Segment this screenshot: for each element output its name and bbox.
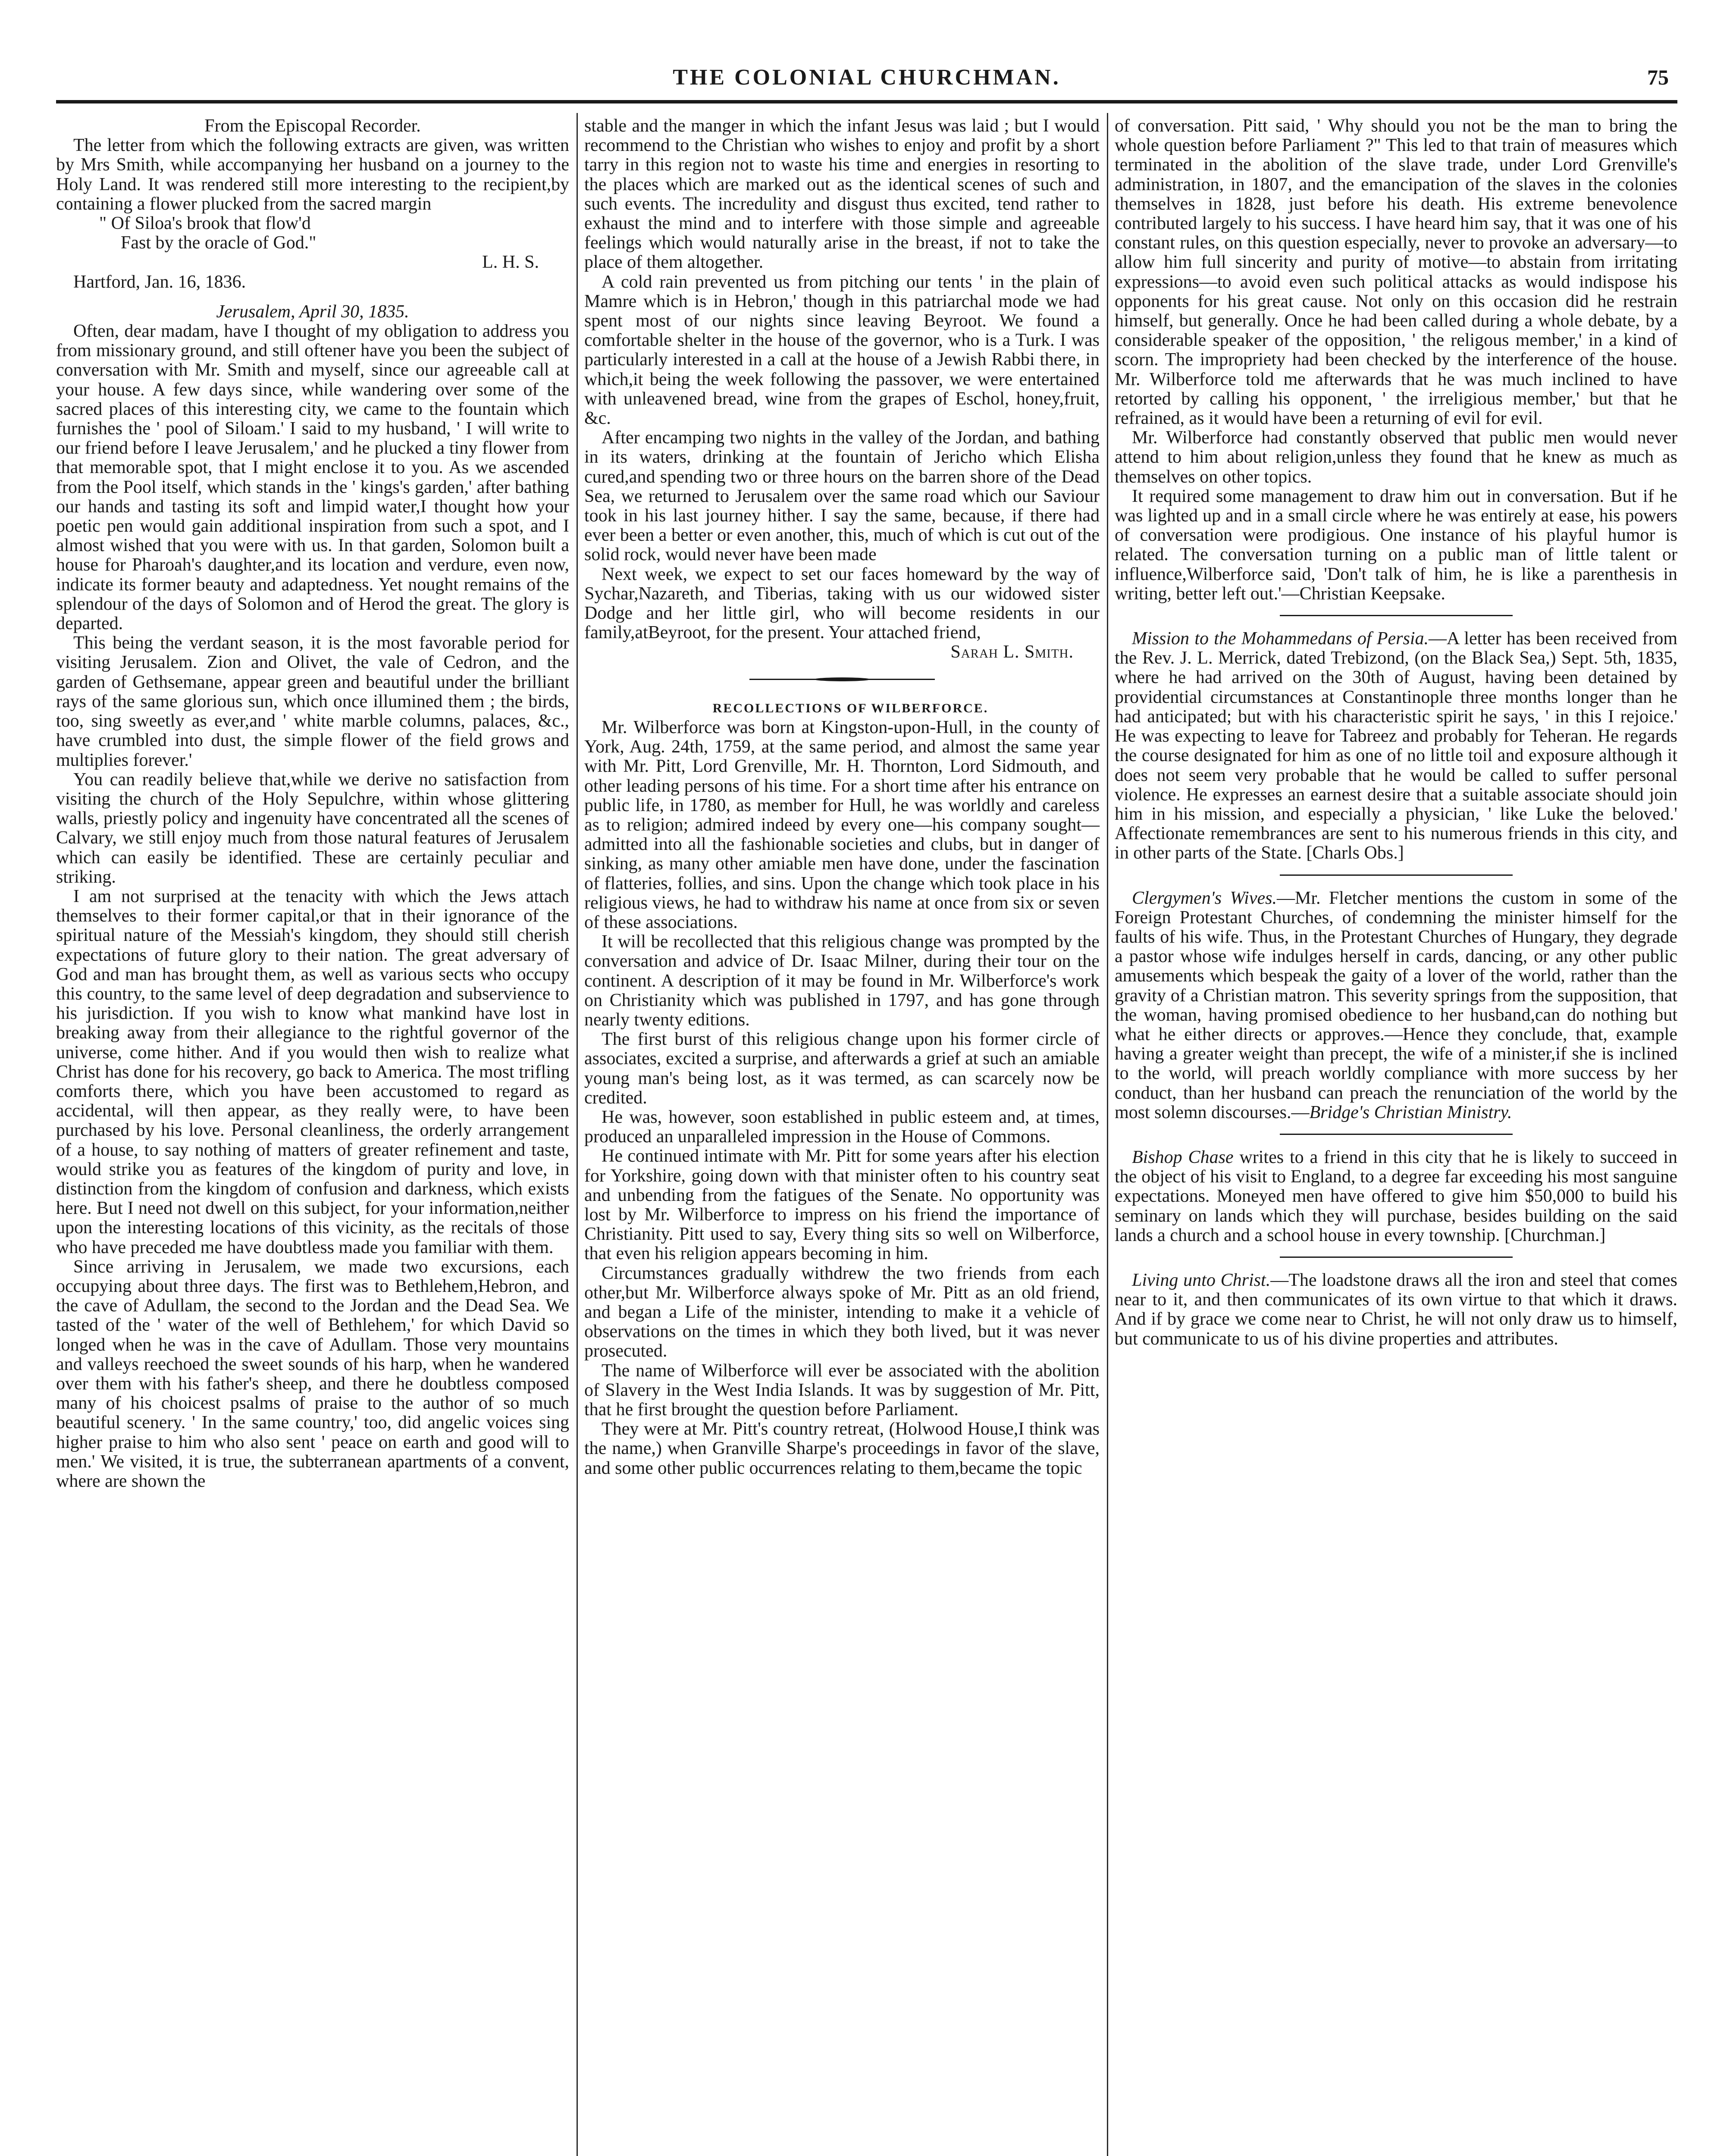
letter-dateline: Jerusalem, April 30, 1835. <box>216 301 409 322</box>
section-divider <box>1280 874 1513 876</box>
newspaper-title: THE COLONIAL CHURCHMAN. <box>673 65 1061 90</box>
section-divider <box>1280 615 1513 616</box>
page-number: 75 <box>1647 65 1669 89</box>
item-lead: Bishop Chase <box>1132 1147 1234 1167</box>
column-rule-right <box>1107 113 1108 2156</box>
item-source: Bridge's Christian Ministry. <box>1309 1102 1512 1122</box>
section-divider <box>1280 1257 1513 1258</box>
letter-paragraph: Since arriving in Jerusalem, we made two excursions, each occupying about three days. The first was to Bethlehem,Hebron, and the cave of Adullam, the second to the Jordan and the Dead Sea. We tasted of the ' water of the well of Bethlehem,' for which David so longed when he was in the cave of Adullam. Those very mountains and valleys reechoed the sweet sounds of his harp, when he wandered over them with his father's sheep, and there he doubtless composed many of his choicest psalms of praise to the author of so much beautiful scenery. ' In the same country,' too, did angelic voices sing higher praise to him who also sent ' peace on earth and good will to men.' We visited, it is true, the subterranean apartments of a convent, where are shown the <box>56 1257 569 1492</box>
letter-paragraph: Often, dear madam, have I thought of my obligation to address you from missionary ground, and still oftener have you been the subject of conversation with Mr. Smith and myself, since our agreeable call at your house. A few days since, while wandering over some of the sacred places of this interesting city, we came to the fountain which furnishes the ' pool of Siloam.' I said to my husband, ' I will write to our friend before I leave Jerusalem,' and he plucked a tiny flower from that memorable spot, that I might enclose it to you. As we ascended from the Pool itself, which stands in the ' kings's garden,' after bathing our hands and tasting its soft and limpid water,I thought how your poetic pen would gain additional inspiration from such a spot, and I almost wished that you were with us. In that garden, Solomon built a house for Pharoah's daughter,and its location and verdure, even now, indicate its former beauty and adaptedness. Yet nought remains of the splendour of the days of Solomon and of Herod the great. The glory is departed. <box>56 321 569 634</box>
article-paragraph: of conversation. Pitt said, ' Why should you not be the man to bring the whole question before Parliament ?" This led to that train of measures which terminated in the abolition of the slave trade, under Lord Grenville's administration, in 1807, and the emancipation of the slaves in the colonies themselves in 1828, just before his death. His extreme benevolence contributed largely to his success. I have heard him say, that it was one of his constant rules, on this question especially, never to provoke an adversary—to allow him full sincerity and purity of motive—to abstain from irritating expressions—to avoid even such political attacks as would indispose his opponents for his great cause. Not only on this occasion did he restrain himself, but generally. Once he had been called during a whole debate, by a considerable speaker of the opposition, ' the religous member,' in a kind of scorn. The impropriety had been checked by the interference of the house. Mr. Wilberforce told me afterwards that he was much inclined to have retorted by calling his opponent, ' the irreligious member,' but that he refrained, as it would have been a returning of evil for evil. <box>1115 116 1677 429</box>
source-line: From the Episcopal Recorder. <box>204 116 421 136</box>
masthead <box>65 65 1669 95</box>
article-paragraph: He continued intimate with Mr. Pitt for some years after his election for Yorkshire, going down with that minister often to his country seat and unbending from the fatigues of the Senate. No opportunity was lost by Mr. Wilberforce to impress on his friend the importance of Christianity. Pitt used to say, Every thing sits so well on Wilberforce, that even his religion appears becoming in him. <box>584 1146 1100 1264</box>
header-rule <box>56 100 1677 103</box>
news-item-bishop-chase <box>1115 1148 1677 1245</box>
item-lead: Mission to the Mohammedans of Persia. <box>1132 629 1429 649</box>
letter-paragraph: stable and the manger in which the infant Jesus was laid ; but I would recommend to the Christian who wishes to enjoy and profit by a short tarry in this region not to waste his time and energies in resorting to the places which are marked out as the identical scenes of such and such events. The incredulity and disgust thus excited, tend rather to exhaust the mind and to interfere with those simple and agreeable feelings which would naturally arise in the breast, if not to take the place of them altogether. <box>584 116 1100 273</box>
article-paragraph: Circumstances gradually withdrew the two friends from each other,but Mr. Wilberforce always spoke of Mr. Pitt as an old friend, and began a Life of the minister, intending to make it a vehicle of observations on the times in which they both lived, but it was never prosecuted. <box>584 1263 1100 1361</box>
letter-paragraph: This being the verdant season, it is the most favorable period for visiting Jerusalem. Zion and Olivet, the vale of Cedron, and the garden of Gethsemane, appear green and beautiful under the brilliant rays of the same glorious sun, which once illumined them ; the birds, too, sing sweetly as ever,and ' white marble columns, palaces, &c., have crumbled into dust, the simple flower of the field grows and multiplies forever.' <box>56 633 569 770</box>
column-3 <box>1115 116 1677 1349</box>
column-rule-left <box>577 113 578 2156</box>
letter-signature: Sarah L. Smith. <box>950 642 1074 662</box>
letter-paragraph: You can readily believe that,while we derive no satisfaction from visiting the church of the Holy Sepulchre, within whose glittering walls, priestly policy and ingenuity have concentrated all the scenes of Calvary, we still enjoy much from those natural features of Jerusalem which can easily be identified. These are certainly peculiar and striking. <box>56 769 569 887</box>
letter-intro: The letter from which the following extracts are given, was written by Mrs Smith, while accompanying her husband on a journey to the Holy Land. It was rendered still more interesting to the recipient,by containing a flower plucked from the sacred margin <box>56 135 569 214</box>
item-body: —The loadstone draws all the iron and steel that comes near to it, and then communicates of its own virtue to that which it draws. And if by grace we come near to Christ, he will not only draw us to himself, but communicate to us of his divine properties and attributes. <box>1115 1270 1677 1349</box>
news-item-clergymens-wives <box>1115 889 1677 1122</box>
item-lead: Living unto Christ. <box>1132 1270 1271 1290</box>
item-lead: Clergymen's Wives. <box>1132 888 1277 908</box>
poem-line-2: Fast by the oracle of God." <box>121 233 317 253</box>
article-paragraph: Mr. Wilberforce had constantly observed that public men would never attend to him about religion,unless they found that he knew as much as themselves on other topics. <box>1115 428 1677 487</box>
news-item-living-unto-christ <box>1115 1271 1677 1349</box>
article-paragraph: The name of Wilberforce will ever be associated with the abolition of Slavery in the West India Islands. It was by suggestion of Mr. Pitt, that he first brought the question before Parliament. <box>584 1360 1100 1420</box>
letter-paragraph: After encamping two nights in the valley of the Jordan, and bathing in its waters, drinking at the fountain of Jericho which Elisha cured,and spending two or three hours on the barren shore of the Dead Sea, we returned to Jerusalem over the same road which our Saviour took in his last journey hither. I say the same, because, if there had ever been a better or even another, this, much of which is cut out of the solid rock, would never have been made <box>584 428 1100 565</box>
article-paragraph: Mr. Wilberforce was born at Kingston-upon-Hull, in the county of York, Aug. 24th, 1759, at the same period, and almost the same year with Mr. Pitt, Lord Grenville, Mr. H. Thornton, Lord Sidmouth, and other leading persons of his time. For a short time after his entrance on public life, in 1780, as member for Hull, he was worldly and careless as to religion; admired indeed by every one—his company sought—admitted into all the fashionable societies and clubs, but in danger of sinking, as many other amiable men have done, under the fascination of flatteries, follies, and sins. Upon the change which took place in his religious views, he had to withdraw his name at once from six or seven of these associations. <box>584 717 1100 932</box>
section-ornament <box>749 677 935 681</box>
letter-paragraph: A cold rain prevented us from pitching our tents ' in the plain of Mamre which is in Hebron,' though in this patriarchal mode we had spent most of our nights since leaving Beyroot. We found a comfortable shelter in the house of the governor, who is a Turk. I was particularly interested in a call at the house of a Jewish Rabbi there, in which,it being the week following the passover, we were entertained with unleavened bread, wine from the grapes of Eschol, honey,fruit, &c. <box>584 272 1100 429</box>
article-paragraph: The first burst of this religious change upon his former circle of associates, excited a surprise, and afterwards a grief at such an amiable young man's being lost, as it was termed, as can scarcely now be credited. <box>584 1029 1100 1108</box>
place-date: Hartford, Jan. 16, 1836. <box>73 272 246 292</box>
column-1 <box>56 116 569 1491</box>
item-body: —A letter has been received from the Rev. J. L. Merrick, dated Trebizond, (on the Black Sea,) Sept. 5th, 1835, where he had arrived on the 30th of August, having been detained by providential circumstances at Constantinople three months longer than he had anticipated; but with his characteristic spirit he says, ' in this I rejoice.' He was expecting to leave for Tabreez and probably for Teheran. He regards the course designated for him as one of no little toil and exposure although it does not seem very probable that he would be called to suffer personal violence. He expresses an earnest desire that a suitable associate should join him in his mission, and especially a physician, ' like Luke the beloved.' Affectionate remembrances are sent to his numerous friends in this city, and in other parts of the State. [Charls Obs.] <box>1115 629 1677 863</box>
article-heading: RECOLLECTIONS OF WILBERFORCE. <box>712 701 989 715</box>
article-paragraph: It will be recollected that this religious change was prompted by the conversation and advice of Dr. Isaac Milner, during their tour on the continent. A description of it may be found in Mr. Wilberforce's work on Christianity which was published in 1797, and has gone through nearly twenty editions. <box>584 932 1100 1030</box>
item-body: —Mr. Fletcher mentions the custom in some of the Foreign Protestant Churches, of condemning the minister himself for the faults of his wife. Thus, in the Protestant Churches of Hungary, they degrade a pastor whose wife indulges herself in cards, dancing, or any other public amusements which bespeak the gaity of a lover of the world, rather than the gravity of a Christian matron. This severity springs from the supposition, that the woman, having promised obedience to her husband,can do nothing but what he either directs or approves.—Hence they conclude, that, example having a greater weight than precept, the wife of a minister,if she is inclined to the world, will preach worldly compliance with more success by her conduct, than her husband can preach the renunciation of the world by the most solemn discourses.— <box>1115 888 1677 1122</box>
letter-paragraph: Next week, we expect to set our faces homeward by the way of Sychar,Nazareth, and Tiberias, taking with us our widowed sister Dodge and her little girl, who will become residents in our family,atBeyroot, for the present. Your attached friend, <box>584 564 1100 643</box>
column-2 <box>584 116 1100 1478</box>
item-body: writes to a friend in this city that he is likely to succeed in the object of his visit to England, to a degree far exceeding his most sanguine expectations. Moneyed men have offered to give him $50,000 to build his seminary on lands which they will purchase, besides building on the said lands a church and a school house in every township. [Churchman.] <box>1115 1147 1677 1245</box>
article-paragraph: He was, however, soon established in public esteem and, at times, produced an unparalleled impression in the House of Commons. <box>584 1107 1100 1147</box>
initials: L. H. S. <box>482 252 539 273</box>
article-paragraph: It required some management to draw him out in conversation. But if he was lighted up and in a small circle where he was entirely at ease, his powers of conversation were prodigious. One instance of his playful humor is related. The conversation turning on a public man of little talent or influence,Wilberforce said, 'Don't talk of him, he is like a parenthesis in writing, better left out.'—Christian Keepsake. <box>1115 486 1677 604</box>
letter-paragraph: I am not surprised at the tenacity with which the Jews attach themselves to their former capital,or that in their ignorance of the spiritual nature of the Messiah's kingdom, they should still cherish expectations of future glory to their nation. The great adversary of God and man has brought them, as well as various sects who occupy this country, to the same level of deep degradation and subservience to his jurisdiction. If you wish to know what mankind have lost in breaking away from their allegiance to the rightful governor of the universe, come hither. And if you would then wish to realize what Christ has done for his recovery, go back to America. The most trifling comforts there, which you have been accustomed to regard as accidental, will then appear, as they really were, to have been purchased by his love. Personal cleanliness, the orderly arrangement of a house, to say nothing of matters of greater refinement and taste, would strike you as features of the kingdom of purity and love, in distinction from the kingdom of confusion and darkness, which exists here. But I need not dwell on this subject, for your information,neither upon the interesting locations of this vicinity, as the recitals of those who have preceded me have doubtless made you familiar with them. <box>56 886 569 1257</box>
news-item-mission <box>1115 629 1677 863</box>
poem-line-1: " Of Siloa's brook that flow'd <box>99 213 311 234</box>
section-divider <box>1280 1134 1513 1135</box>
article-paragraph: They were at Mr. Pitt's country retreat, (Holwood House,I think was the name,) when Granville Sharpe's proceedings in favor of the slave, and some other public occurrences relating to them,became the topic <box>584 1419 1100 1478</box>
